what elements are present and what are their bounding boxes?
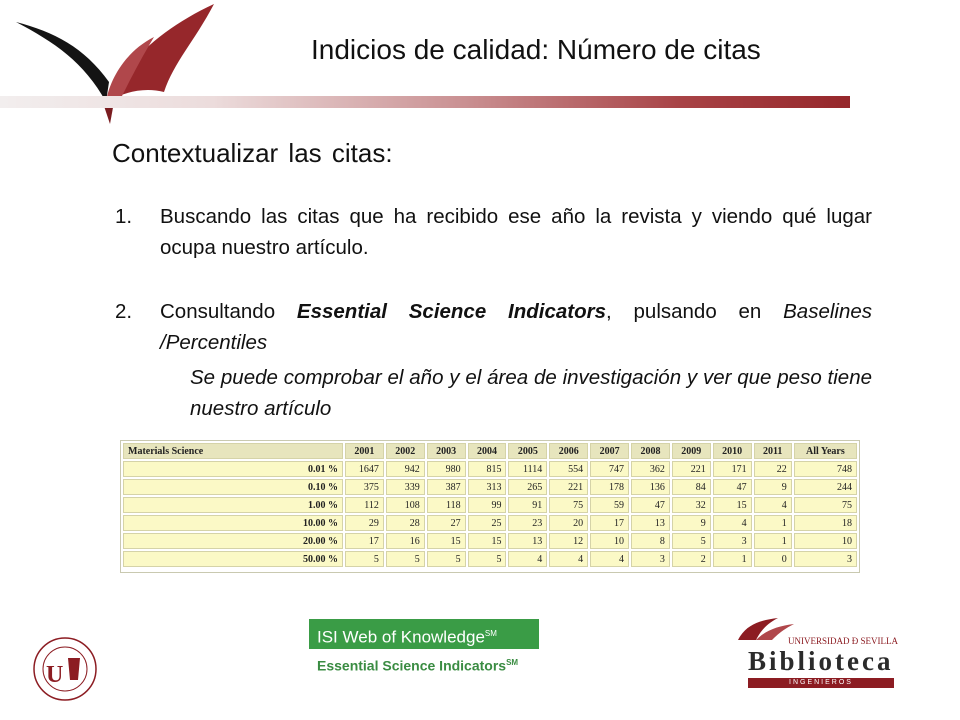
esi-emphasis: Essential Science Indicators [296,300,607,323]
table-cell: 747 [590,461,629,477]
table-cell: 4 [713,515,752,531]
table-cell: 5 [427,551,466,567]
table-cell: 10 [794,533,857,549]
table-cell: 15 [427,533,466,549]
table-cell: 4 [549,551,588,567]
table-cell: 1114 [508,461,547,477]
year-header: All Years [794,443,857,459]
table-cell: 3 [794,551,857,567]
table-cell: 375 [345,479,384,495]
table-cell: 4 [590,551,629,567]
table-cell: 9 [754,479,792,495]
table-cell: 27 [427,515,466,531]
item-note: Se puede comprobar el año y el área de investigación y ver que peso tiene nuestro artículo [190,366,872,420]
table-cell: 29 [345,515,384,531]
isi-logo-top: ISI Web of Knowledge℠ [309,619,539,649]
table-cell: 362 [631,461,670,477]
table-cell: 244 [794,479,857,495]
table-cell: 5 [345,551,384,567]
table-cell: 221 [549,479,588,495]
table-cell: 17 [590,515,629,531]
table-cell: 15 [713,497,752,513]
table-cell: 20 [549,515,588,531]
table-cell: 9 [672,515,711,531]
table-cell: 91 [508,497,547,513]
table-row [123,479,857,495]
table-cell: 178 [590,479,629,495]
table-cell: 748 [794,461,857,477]
year-header: 2009 [672,443,711,459]
table-cell: 136 [631,479,670,495]
table-cell: 13 [631,515,670,531]
percentile-label: 50.00 % [123,551,343,567]
isi-web-of-knowledge-logo [309,619,539,677]
table-cell: 313 [468,479,507,495]
table-body [123,461,857,567]
table-cell: 12 [549,533,588,549]
year-header: 2007 [590,443,629,459]
table-cell: 112 [345,497,384,513]
table-row [123,497,857,513]
year-header: 2011 [754,443,792,459]
table-cell: 265 [508,479,547,495]
table-cell: 815 [468,461,507,477]
table-cell: 10 [590,533,629,549]
table-cell: 0 [754,551,792,567]
table-cell: 339 [386,479,425,495]
table-row [123,515,857,531]
table-cell: 171 [713,461,752,477]
table-cell: 5 [386,551,425,567]
year-header: 2001 [345,443,384,459]
table-cell: 17 [345,533,384,549]
isi-logo-bottom: Essential Science Indicators℠ [317,657,519,674]
table-cell: 22 [754,461,792,477]
table-cell: 4 [754,497,792,513]
biblioteca-logo [736,614,896,686]
table-cell: 108 [386,497,425,513]
list-item-text [160,296,872,358]
table-row [123,551,857,567]
table-cell: 3 [713,533,752,549]
table-cell: 75 [549,497,588,513]
table-cell: 99 [468,497,507,513]
table-cell: 75 [794,497,857,513]
header-bar [0,96,850,108]
table-cell: 47 [713,479,752,495]
table-cell: 554 [549,461,588,477]
biblioteca-name: Biblioteca [748,646,894,676]
table-cell: 16 [386,533,425,549]
item-text-before: Consultando [160,300,297,323]
university-seal-logo [32,636,98,702]
percentile-label: 1.00 % [123,497,343,513]
table-cell: 2 [672,551,711,567]
percentile-label: 20.00 % [123,533,343,549]
table-cell: 28 [386,515,425,531]
table-cell: 84 [672,479,711,495]
percentile-label: 0.01 % [123,461,343,477]
table-cell: 5 [468,551,507,567]
year-header: 2008 [631,443,670,459]
table-cell: 13 [508,533,547,549]
table-cell: 387 [427,479,466,495]
table-cell: 23 [508,515,547,531]
list-item-number: 1. [115,205,133,228]
percentile-label: 0.10 % [123,479,343,495]
table-header-row [123,443,857,459]
slide-title: Indicios de calidad: Número de citas [311,34,761,65]
table-cell: 5 [672,533,711,549]
table-cell: 1 [713,551,752,567]
svg-text:U: U [46,662,64,688]
year-header: 2006 [549,443,588,459]
table-cell: 18 [794,515,857,531]
table-cell: 8 [631,533,670,549]
table-header-label: Materials Science [123,443,343,459]
biblioteca-university-label: UNIVERSIDAD Ð SEVILLA [788,636,898,646]
biblioteca-dept: INGENIEROS [748,678,894,688]
table-cell: 59 [590,497,629,513]
table-cell: 1 [754,533,792,549]
table-cell: 25 [468,515,507,531]
table-cell: 47 [631,497,670,513]
book-icon [736,614,796,642]
year-header: 2003 [427,443,466,459]
percentile-label: 10.00 % [123,515,343,531]
table-cell: 942 [386,461,425,477]
table-cell: 118 [427,497,466,513]
year-header: 2002 [386,443,425,459]
table-cell: 32 [672,497,711,513]
table-cell: 980 [427,461,466,477]
table-cell: 1647 [345,461,384,477]
item-text-after: , pulsando en [606,300,784,323]
table-cell: 15 [468,533,507,549]
section-subtitle: Contextualizar las citas: [112,138,393,168]
table-cell: 1 [754,515,792,531]
list-item-number: 2. [115,300,133,323]
table-row [123,461,857,477]
year-header: 2005 [508,443,547,459]
year-header: 2004 [468,443,507,459]
table-row [123,533,857,549]
percentiles-table [120,440,860,573]
list-item-text: Buscando las citas que ha recibido ese año la revista y viendo qué lugar ocupa nuestro artículo. [160,205,872,259]
baselines-italic: Baselines /Percentiles [160,300,873,354]
year-header: 2010 [713,443,752,459]
table-cell: 221 [672,461,711,477]
table-cell: 3 [631,551,670,567]
table-cell: 4 [508,551,547,567]
